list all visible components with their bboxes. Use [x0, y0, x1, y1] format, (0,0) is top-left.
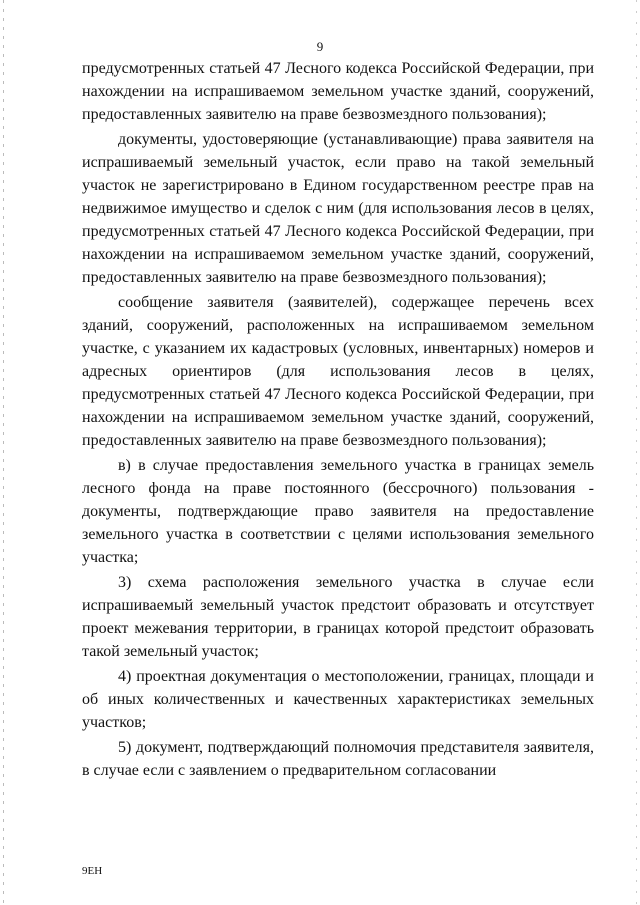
scan-edge-left	[3, 0, 4, 905]
scan-edge-right	[636, 0, 637, 905]
paragraph: 5) документ, подтверждающий полномочия представителя заявителя, в случае если с заявлением о предварительном согласовании	[82, 739, 594, 779]
footer-document-code: 9ЕН	[82, 865, 103, 877]
paragraph: предусмотренных статьей 47 Лесного кодекса Российской Федерации, при нахождении на испрашиваемом земельном участке зданий, сооружений, предоставленных заявителю на праве безвозмездного пользования);	[82, 60, 594, 123]
document-body	[82, 57, 594, 784]
paragraph: 3) схема расположения земельного участка в случае если испрашиваемый земельный участок предстоит образовать и отсутствует проект межевания территории, в границах которой предстоит образовать такой земельный участок;	[82, 574, 594, 660]
paragraph: сообщение заявителя (заявителей), содержащее перечень всех зданий, сооружений, расположенных на испрашиваемом земельном участке, с указанием их кадастровых (условных, инвентарных) номеров и адресных ориентиров (для использования лесов в целях, предусмотренных статьей 47 Лесного кодекса Российской Федерации, при нахождении на испрашиваемом земельном участке зданий, сооружений, предоставленных заявителю на праве безвозмездного пользования);	[82, 294, 594, 449]
page-number: 9	[316, 39, 324, 54]
paragraph: в) в случае предоставления земельного участка в границах земель лесного фонда на праве постоянного (бессрочного) пользования - документы, подтверждающие право заявителя на предоставление земельного участка в соответствии с целями использования земельного участка;	[82, 457, 594, 566]
paragraph: документы, удостоверяющие (устанавливающие) права заявителя на испрашиваемый земельный участок, если право на такой земельный участок не зарегистрировано в Едином государственном реестре прав на недвижимое имущество и сделок с ним (для использования лесов в целях, предусмотренных статьей 47 Лесного кодекса Российской Федерации, при нахождении на испрашиваемом земельном участке зданий, сооружений, предоставленных заявителю на праве безвозмездного пользования);	[82, 131, 594, 286]
paragraph: 4) проектная документация о местоположении, границах, площади и об иных количественных и качественных характеристиках земельных участков;	[82, 668, 594, 731]
